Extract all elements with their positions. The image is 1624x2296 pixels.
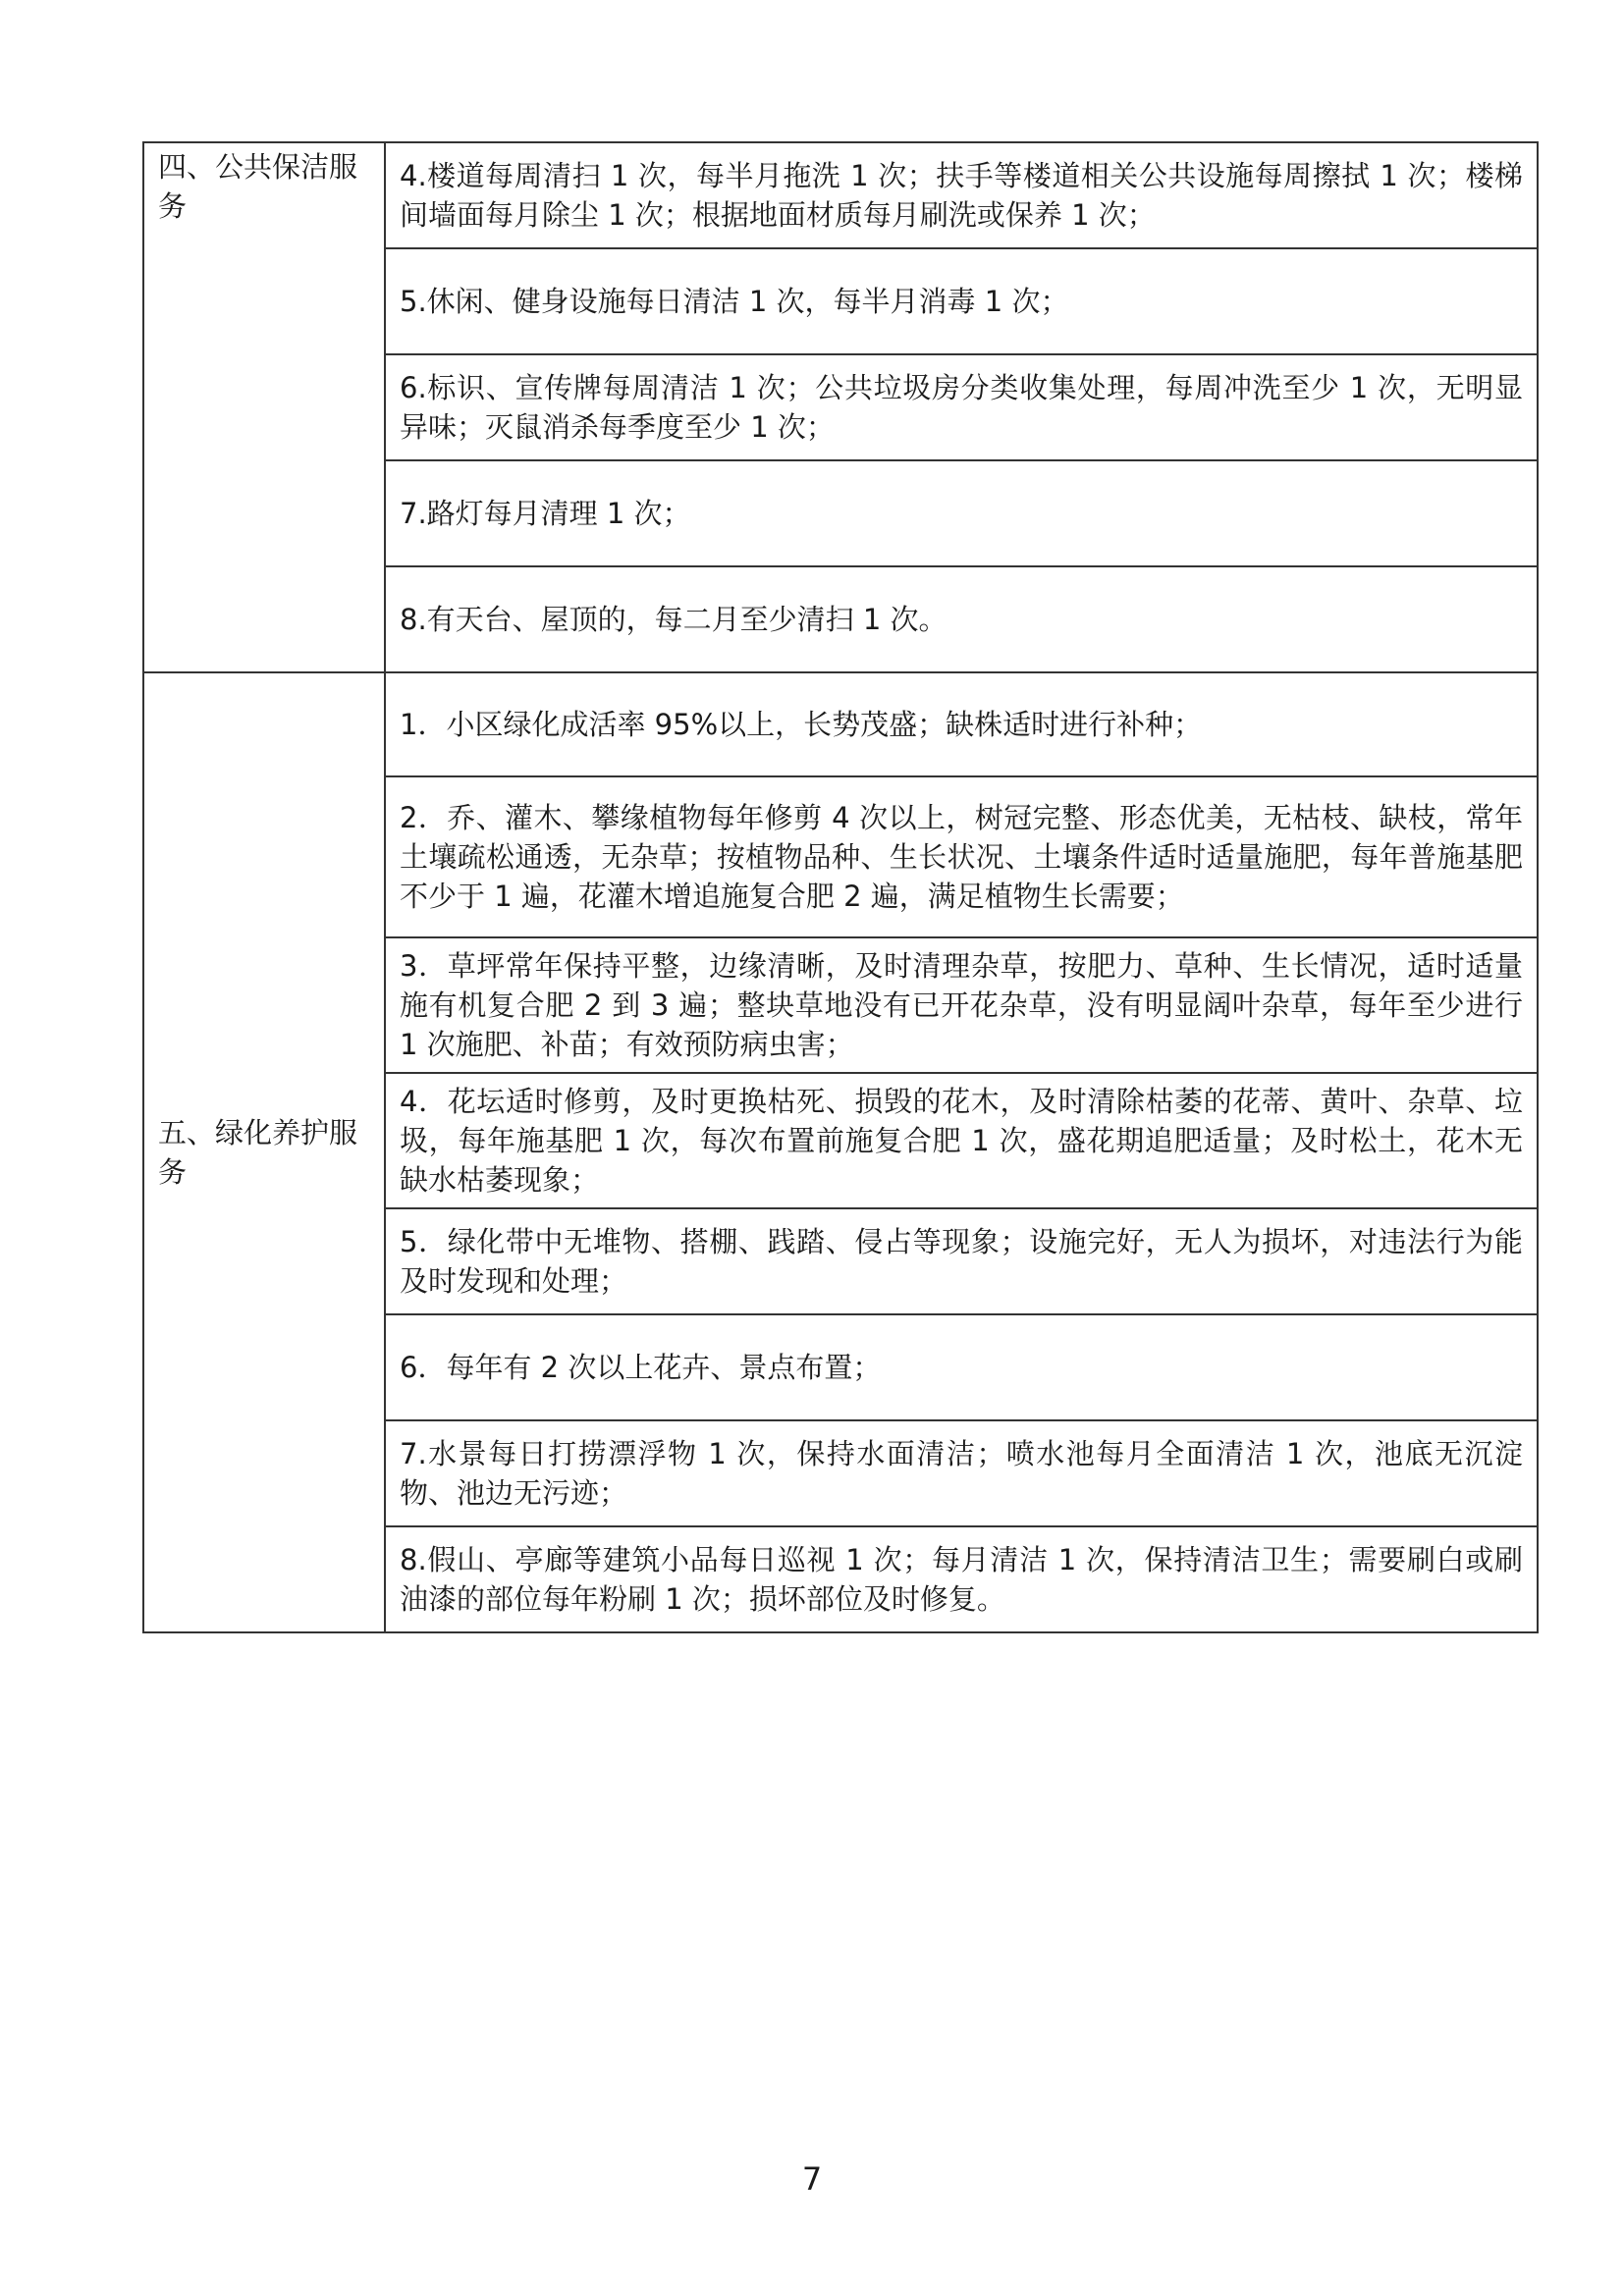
category-cell-public-cleaning: 四、公共保洁服务	[143, 142, 385, 672]
item-cell: 8.假山、亭廊等建筑小品每日巡视 1 次；每月清洁 1 次，保持清洁卫生；需要刷白或刷油漆的部位每年粉刷 1 次；损坏部位及时修复。	[385, 1526, 1538, 1632]
item-cell: 4.楼道每周清扫 1 次，每半月拖洗 1 次；扶手等楼道相关公共设施每周擦拭 1 次；楼梯间墙面每月除尘 1 次；根据地面材质每月刷洗或保养 1 次；	[385, 142, 1538, 248]
category-cell-greening: 五、绿化养护服务	[143, 672, 385, 1632]
table-row	[143, 672, 1538, 776]
table-row	[143, 142, 1538, 248]
item-cell: 4．花坛适时修剪，及时更换枯死、损毁的花木，及时清除枯萎的花蒂、黄叶、杂草、垃圾，每年施基肥 1 次，每次布置前施复合肥 1 次，盛花期追肥适量；及时松土，花木无缺水枯萎现象；	[385, 1073, 1538, 1208]
item-cell: 8.有天台、屋顶的，每二月至少清扫 1 次。	[385, 566, 1538, 672]
page-number: 7	[801, 2161, 823, 2198]
item-cell: 6．每年有 2 次以上花卉、景点布置；	[385, 1314, 1538, 1420]
item-cell: 5.休闲、健身设施每日清洁 1 次，每半月消毒 1 次；	[385, 248, 1538, 354]
item-cell: 2．乔、灌木、攀缘植物每年修剪 4 次以上，树冠完整、形态优美，无枯枝、缺枝，常年土壤疏松通透，无杂草；按植物品种、生长状况、土壤条件适时适量施肥，每年普施基肥不少于 1 遍，花灌木增追施复合肥 2 遍，满足植物生长需要；	[385, 776, 1538, 937]
item-cell: 7.路灯每月清理 1 次；	[385, 460, 1538, 566]
item-cell: 1．小区绿化成活率 95%以上，长势茂盛；缺株适时进行补种；	[385, 672, 1538, 776]
item-cell: 5．绿化带中无堆物、搭棚、践踏、侵占等现象；设施完好，无人为损坏，对违法行为能及时发现和处理；	[385, 1208, 1538, 1314]
item-cell: 6.标识、宣传牌每周清洁 1 次；公共垃圾房分类收集处理，每周冲洗至少 1 次，无明显异味；灭鼠消杀每季度至少 1 次；	[385, 354, 1538, 460]
service-standards-table	[142, 141, 1539, 1633]
item-cell: 3．草坪常年保持平整，边缘清晰，及时清理杂草，按肥力、草种、生长情况，适时适量施有机复合肥 2 到 3 遍；整块草地没有已开花杂草，没有明显阔叶杂草，每年至少进行 1 次施肥、补苗；有效预防病虫害；	[385, 937, 1538, 1073]
item-cell: 7.水景每日打捞漂浮物 1 次，保持水面清洁；喷水池每月全面清洁 1 次，池底无沉淀物、池边无污迹；	[385, 1420, 1538, 1526]
